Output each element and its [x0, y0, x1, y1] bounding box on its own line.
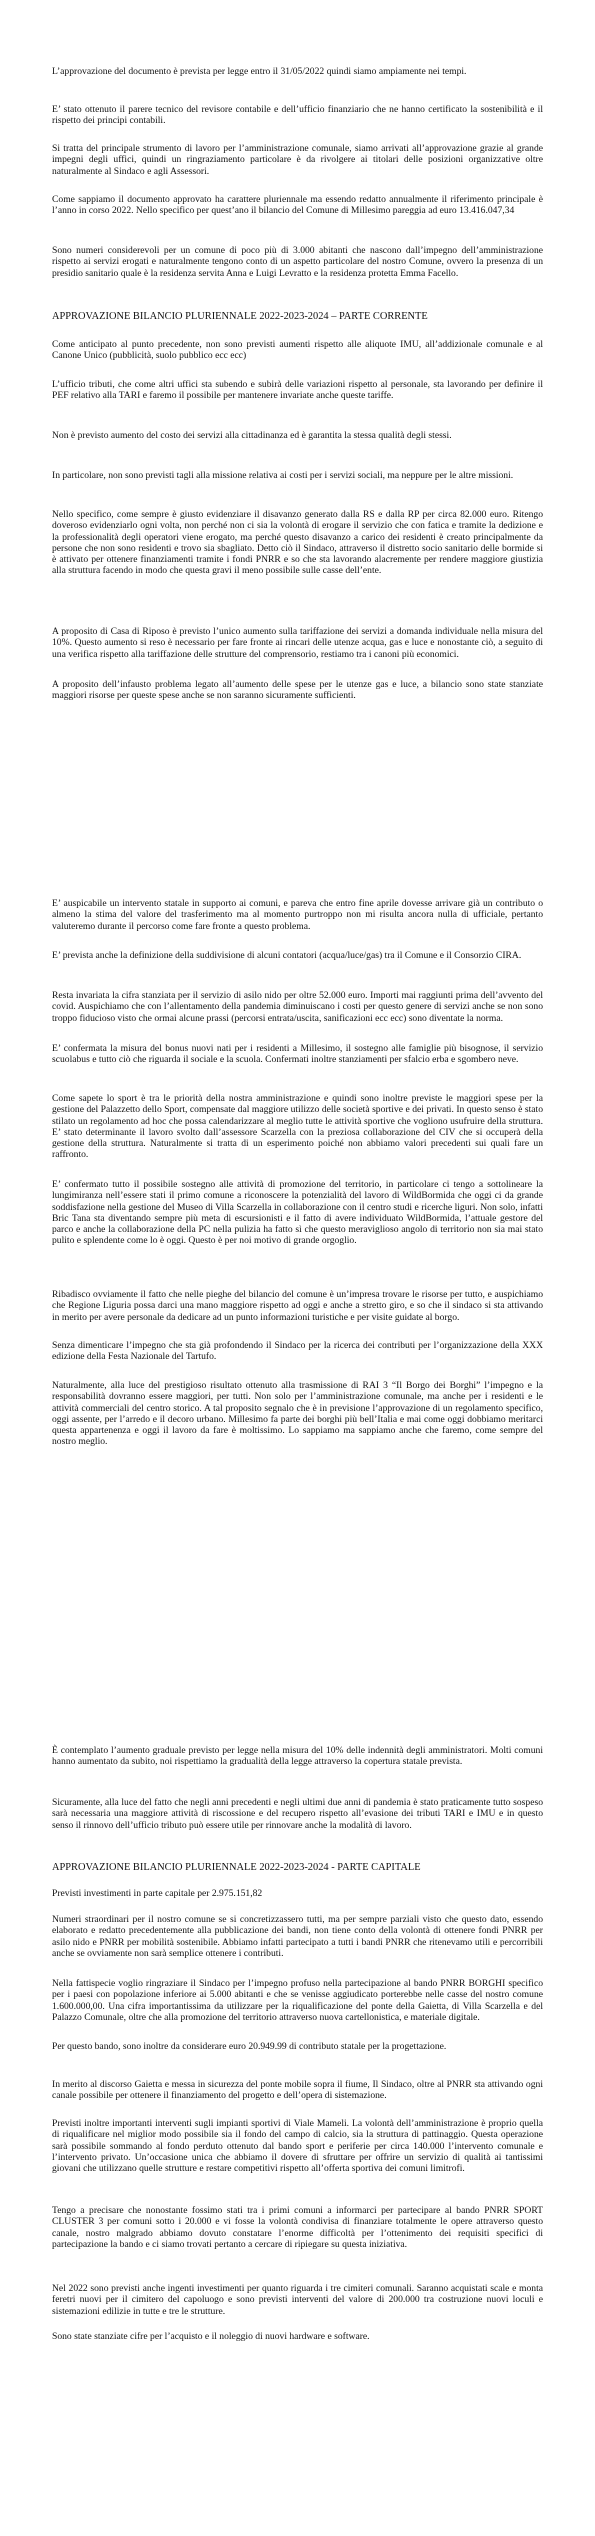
paragraph: E’ auspicabile un intervento statale in supporto ai comuni, e pareva che entro fine aprile dovesse arrivare già un contributo o almeno la stima del valore del trasferimento ma al momento purtroppo non mi risulta ancora nulla di ufficiale, pertanto valuteremo durante il percorso come fare fronte a questo problema.	[52, 898, 543, 932]
paragraph: Non è previsto aumento del costo dei servizi alla cittadinanza ed è garantita la stessa qualità degli stessi.	[52, 430, 452, 441]
paragraph: Come sapete lo sport è tra le priorità della nostra amministrazione e quindi sono inoltre previste le maggiori spese per la gestione del Palazzetto dello Sport, compensate dal maggiore utilizzo delle società sportive e dei privati. In questo senso è stato stilato un regolamento ad hoc che possa calendarizzare al meglio tutte le attività sportive che vogliono usufruire della struttura. E’ stato determinante il lavoro svolto dall’assessore Scarzella con la preziosa collaborazione del CIV che si occuperà della gestione della struttura. Naturalmente si tratta di un esperimento poiché non abbiamo valori precedenti sui quali fare un raffronto.	[52, 1093, 543, 1161]
paragraph: Tengo a precisare che nonostante fossimo stati tra i primi comuni a informarci per partecipare al bando PNRR SPORT CLUSTER 3 per comuni sotto i 20.000 e vi fosse la volontà condivisa di finanziare totalmente le opere attraverso questo canale, nostro malgrado abbiamo dovuto constatare l’enorme difficoltà per l’ottenimento dei requisiti specifici di partecipazione la bando e ci siamo trovati pertanto a cercare di ripiegare su questa iniziativa.	[52, 2205, 543, 2250]
paragraph: Nel 2022 sono previsti anche ingenti investimenti per quanto riguarda i tre cimiteri comunali. Saranno acquistati scale e monta feretri nuovi per il cimitero del capoluogo e sono previsti interventi del valore di 200.000 tra costruzione nuovi loculi e sistemazioni edilizie in tutte e tre le strutture.	[52, 2283, 543, 2317]
paragraph: In particolare, non sono previsti tagli alla missione relativa ai costi per i servizi sociali, ma neppure per le altre missioni.	[52, 470, 514, 481]
paragraph: In merito al discorso Gaietta e messa in sicurezza del ponte mobile sopra il fiume, Il Sindaco, oltre al PNRR sta attivando ogni canale possibile per ottenere il finanziamento del progetto e dell’opera di sistemazione.	[52, 2079, 543, 2102]
paragraph: Previsti investimenti in parte capitale per 2.975.151,82	[52, 1888, 263, 1899]
section-heading: APPROVAZIONE BILANCIO PLURIENNALE 2022-2023-2024 - PARTE CAPITALE	[52, 1862, 421, 1873]
section-heading: APPROVAZIONE BILANCIO PLURIENNALE 2022-2023-2024 – PARTE CORRENTE	[52, 311, 428, 322]
paragraph: Sicuramente, alla luce del fatto che negli anni precedenti e negli ultimi due anni di pandemia è stato praticamente tutto sospeso sarà necessaria una maggiore attività di riscossione e del recupero rispetto all’evasione dei tributi TARI e IMU e in questo senso il rinnovo dell’ufficio tributo può essere utile per rinnovare anche la modalità di lavoro.	[52, 1797, 543, 1831]
paragraph: Resta invariata la cifra stanziata per il servizio di asilo nido per oltre 52.000 euro. Importi mai raggiunti prima dell’avvento del covid. Auspichiamo che con l’allentamento della pandemia diminuiscano i costi per questo genere di servizi anche se non sono troppo fiducioso visto che ormai alcune prassi (percorsi entrata/uscita, sanificazioni ecc ecc) sono diventate la norma.	[52, 990, 543, 1024]
paragraph: Sono state stanziate cifre per l’acquisto e il noleggio di nuovi hardware e software.	[52, 2331, 370, 2342]
paragraph: A proposito di Casa di Riposo è previsto l’unico aumento sulla tariffazione dei servizi a domanda individuale nella misura del 10%. Questo aumento si reso è necessario per fare fronte ai rincari delle utenze acqua, gas e luce e nonostante ciò, a seguito di una verifica rispetto alla tariffazione delle strutture del comprensorio, restiamo tra i canoni più economici.	[52, 626, 543, 660]
paragraph: Per questo bando, sono inoltre da considerare euro 20.949.99 di contributo statale per la progettazione.	[52, 2041, 447, 2052]
paragraph: E’ confermata la misura del bonus nuovi nati per i residenti a Millesimo, il sostegno alle famiglie più bisognose, il servizio scuolabus e tutto ciò che riguarda il sociale e la scuola. Confermati inoltre stanziamenti per sfalcio erba e sgombero neve.	[52, 1043, 543, 1066]
paragraph: L’ufficio tributi, che come altri uffici sta subendo e subirà delle variazioni rispetto al personale, sta lavorando per definire il PEF relativo alla TARI e faremo il possibile per mantenere invariate anche queste tariffe.	[52, 379, 543, 402]
paragraph: Senza dimenticare l’impegno che sta già profondendo il Sindaco per la ricerca dei contributi per l’organizzazione della XXX edizione della Festa Nazionale del Tartufo.	[52, 1340, 543, 1363]
paragraph: Naturalmente, alla luce del prestigioso risultato ottenuto alla trasmissione di RAI 3 “Il Borgo dei Borghi” l’impegno e la responsabilità dovranno essere maggiori, per tutti. Non solo per l’amministrazione comunale, ma anche per i residenti e le attività commerciali del centro storico. A tal proposito segnalo che è in previsione l’approvazione di un regolamento specifico, oggi assente, per l’arredo e il decoro urbano. Millesimo fa parte dei borghi più bell’Italia e mai come oggi dobbiamo meritarci questa appartenenza e oggi il lavoro da fare è moltissimo. Lo sappiamo ma sappiamo anche che faremo, come sempre del nostro meglio.	[52, 1380, 543, 1448]
paragraph: L’approvazione del documento è prevista per legge entro il 31/05/2022 quindi siamo ampiamente nei tempi.	[52, 66, 467, 77]
paragraph: Previsti inoltre importanti interventi sugli impianti sportivi di Viale Mameli. La volontà dell’amministrazione è proprio quella di riqualificare nel miglior modo possibile sia il fondo del campo di calcio, sia la struttura di pattinaggio. Questa operazione sarà possibile sommando al fondo perduto ottenuto dal bando sport e periferie per circa 140.000 l’intervento comunale e l’intervento privato. Un’occasione unica che abbiamo il dovere di sfruttare per offrire un servizio di qualità ai tantissimi giovani che utilizzano quelle strutture e restare competitivi rispetto all’offerta sportiva dei comuni limitrofi.	[52, 2118, 543, 2175]
paragraph: Numeri straordinari per il nostro comune se si concretizzassero tutti, ma per sempre parziali visto che questo dato, essendo elaborato e redatto precedentemente alla pubblicazione dei bandi, non tiene conto della volontà di ottenere fondi PNRR per asilo nido e PNRR per mobilità sostenibile. Abbiamo infatti partecipato a tutti i bandi PNRR che ritenevamo utili e percorribili anche se ovviamente non sarà semplice ottenere i contributi.	[52, 1914, 543, 1959]
paragraph: E’ confermato tutto il possibile sostegno alle attività di promozione del territorio, in particolare ci tengo a sottolineare la lungimiranza nell’essere stati il primo comune a riconoscere la potenzialità del lavoro di WildBormida che oggi ci da grande soddisfazione nella gestione del Museo di Villa Scarzella in collaborazione con il centro studi e ricerche liguri. Non solo, infatti Bric Tana sta diventando sempre più meta di escursionisti e il fatto di avere individuato WildBormida, l’attuale gestore del parco e anche la collaborazione della PC nella pulizia ha fatto sì che questo meraviglioso angolo di territorio non sia mai stato pulito e splendente come lo è oggi. Questo è per noi motivo di grande orgoglio.	[52, 1179, 543, 1247]
paragraph: E’ prevista anche la definizione della suddivisione di alcuni contatori (acqua/luce/gas) tra il Comune e il Consorzio CIRA.	[52, 950, 522, 961]
paragraph: Ribadisco ovviamente il fatto che nelle pieghe del bilancio del comune è un’impresa trovare le risorse per tutto, e auspichiamo che Regione Liguria possa darci una mano maggiore rispetto ad oggi e anche a stretto giro, e so che il sindaco si sta attivando in merito per avere personale da dedicare ad un punto informazioni turistiche e per visite guidate al borgo.	[52, 1289, 543, 1323]
paragraph: Come sappiamo il documento approvato ha carattere pluriennale ma essendo redatto annualmente il riferimento principale è l’anno in corso 2022. Nello specifico per quest’ano il bilancio del Comune di Millesimo pareggia ad euro 13.416.047,34	[52, 194, 543, 217]
paragraph: Come anticipato al punto precedente, non sono previsti aumenti rispetto alle aliquote IMU, all’addizionale comunale e al Canone Unico (pubblicità, suolo pubblico ecc ecc)	[52, 339, 543, 362]
paragraph: Nello specifico, come sempre è giusto evidenziare il disavanzo generato dalla RS e dalla RP per circa 82.000 euro. Ritengo doveroso evidenziarlo ogni volta, non perché non ci sia la volontà di erogare il servizio che con fatica e tramite la dedizione e la professionalità degli operatori viene erogato, ma perché questo disavanzo a carico dei residenti è creato principalmente da persone che non sono residenti e trovo sia sbagliato. Detto ciò il Sindaco, attraverso il distretto socio sanitario delle bormide si è attivato per ottenere finanziamenti tramite i fondi PNRR e so che sta lavorando alacremente per rendere maggiore giustizia alla struttura facendo in modo che questa gravi il meno possibile sulle casse dell’ente.	[52, 509, 543, 577]
paragraph: Si tratta del principale strumento di lavoro per l’amministrazione comunale, siamo arrivati all’approvazione grazie al grande impegni degli uffici, quindi un ringraziamento particolare è da rivolgere ai titolari delle posizioni organizzative oltre naturalmente al Sindaco e agli Assessori.	[52, 143, 543, 177]
paragraph: È contemplato l’aumento graduale previsto per legge nella misura del 10% delle indennità degli amministratori. Molti comuni hanno aumentato da subito, noi rispettiamo la gradualità della legge attraverso la copertura statale prevista.	[52, 1745, 543, 1768]
paragraph: E’ stato ottenuto il parere tecnico del revisore contabile e dell’ufficio finanziario che ne hanno certificato la sostenibilità e il rispetto dei principi contabili.	[52, 104, 543, 127]
paragraph: Nella fattispecie voglio ringraziare il Sindaco per l’impegno profuso nella partecipazione al bando PNRR BORGHI specifico per i paesi con popolazione inferiore ai 5.000 abitanti e che se venisse aggiudicato porterebbe nelle casse del nostro comune 1.600.000,00. Una cifra importantissima da utilizzare per la riqualificazione del ponte della Gaietta, di Villa Scarzella e del Palazzo Comunale, oltre che alla promozione del territorio attraverso nuova cartellonistica, e materiale digitale.	[52, 1978, 543, 2023]
paragraph: Sono numeri considerevoli per un comune di poco più di 3.000 abitanti che nascono dall’impegno dell’amministrazione rispetto ai servizi erogati e naturalmente tengono conto di un aspetto particolare del nostro Comune, ovvero la presenza di un presidio sanitario quale è la residenza servita Anna e Luigi Levratto e la residenza protetta Emma Facello.	[52, 245, 543, 279]
paragraph: A proposito dell’infausto problema legato all’aumento delle spese per le utenze gas e luce, a bilancio sono state stanziate maggiori risorse per queste spese anche se non saranno sicuramente sufficienti.	[52, 679, 543, 702]
